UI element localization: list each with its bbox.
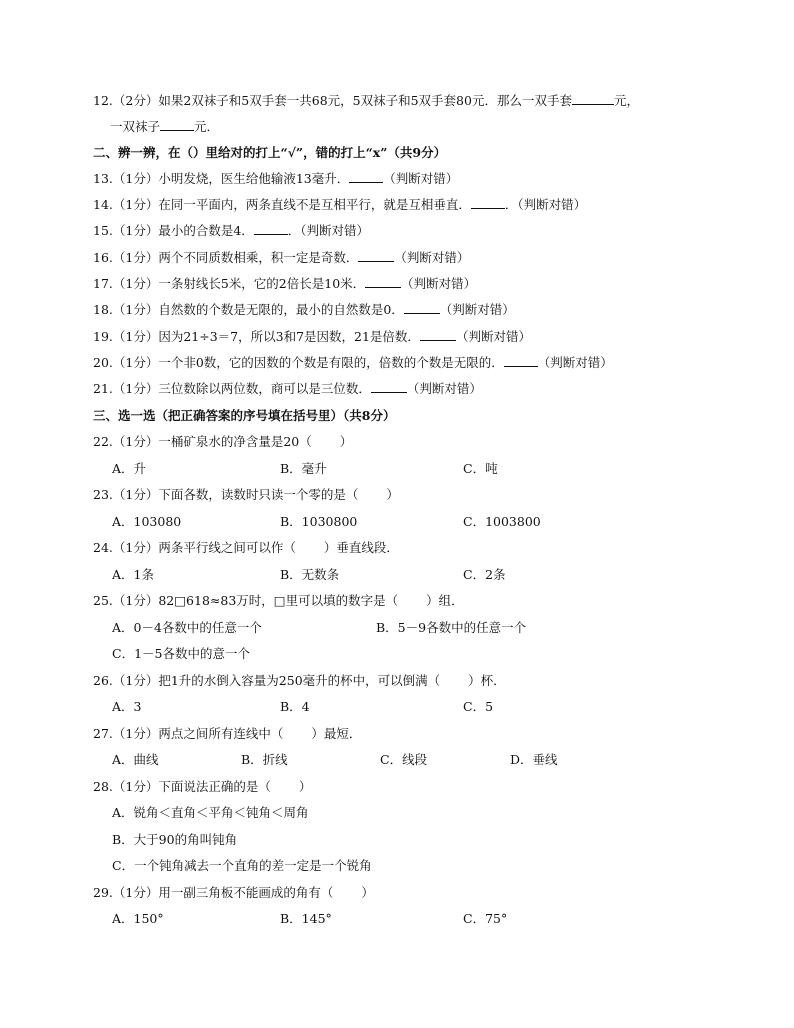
option-c[interactable]: C．75° [463, 911, 508, 926]
question-text: 29.（1分）用一副三角板不能画成的角有（ [93, 885, 334, 900]
question-25 [93, 592, 464, 610]
answer-blank[interactable] [358, 249, 394, 262]
section-2-title: 二、辨一辨，在（）里给对的打上“√”，错的打上“x”（共9分） [93, 145, 447, 160]
question-suffix: （判断对错） [401, 276, 477, 291]
question-text-end: ） [298, 779, 312, 794]
question-17 [93, 275, 476, 293]
option-b[interactable]: B．毫升 [280, 461, 327, 476]
option-c[interactable]: C．1－5各数中的意一个 [112, 646, 250, 661]
question-text: 22.（1分）一桶矿泉水的净含量是20（ [93, 434, 312, 449]
question-20 [93, 354, 613, 372]
option-b[interactable]: B．无数条 [280, 567, 340, 582]
question-23 [93, 486, 399, 504]
answer-blank[interactable] [504, 354, 538, 367]
question-21 [93, 380, 482, 398]
question-12-text-2: 一双袜子 [110, 119, 161, 134]
option-a[interactable]: A．升 [112, 461, 147, 476]
question-text: 13.（1分）小明发烧，医生给他输液13毫升． [93, 171, 350, 186]
question-12-text: 12.（2分）如果2双袜子和5双手套一共68元，5双袜子和5双手套80元．那么一双手套 [93, 93, 572, 108]
option-c[interactable]: C．吨 [463, 461, 498, 476]
question-suffix: （判断对错） [394, 250, 470, 265]
question-text-end: ） [339, 434, 353, 449]
question-12-line1 [93, 92, 639, 110]
question-text: 15.（1分）最小的合数是4． [93, 223, 254, 238]
answer-blank[interactable] [254, 222, 288, 235]
option-c[interactable]: C．5 [463, 699, 494, 714]
question-text: 20.（1分）一个非0数，它的因数的个数是有限的，倍数的个数是无限的． [93, 355, 504, 370]
question-text-end: ）最短． [311, 726, 362, 741]
option-b[interactable]: B．大于90的角叫钝角 [112, 832, 238, 847]
question-text: 27.（1分）两点之间所有连线中（ [93, 726, 284, 741]
question-26 [93, 672, 506, 690]
option-a[interactable]: A．1条 [112, 567, 154, 582]
question-suffix: （判断对错） [537, 355, 613, 370]
question-text-end: ） [386, 487, 399, 502]
question-12-unit: 元， [613, 93, 639, 108]
answer-blank[interactable] [365, 275, 401, 288]
option-a[interactable]: A．0－4各数中的任意一个 [112, 620, 262, 635]
option-b[interactable]: B．折线 [241, 752, 288, 767]
question-24 [93, 539, 399, 557]
question-28 [93, 778, 311, 796]
question-text: 25.（1分）82□618≈83万时，□里可以填的数字是（ [93, 593, 399, 608]
question-text: 17.（1分）一条射线长5米，它的2倍长是10米． [93, 276, 366, 291]
question-text-end: ）杯． [468, 673, 506, 688]
option-d[interactable]: D．垂线 [510, 752, 558, 767]
option-b[interactable]: B．5－9各数中的任意一个 [376, 620, 527, 635]
question-text-end: ） [361, 885, 374, 900]
question-suffix: （判断对错） [439, 302, 515, 317]
question-text: 26.（1分）把1升的水倒入容量为250毫升的杯中，可以倒满（ [93, 673, 441, 688]
question-16 [93, 249, 469, 267]
option-b[interactable]: B．4 [280, 699, 310, 714]
option-c[interactable]: C．1003800 [463, 514, 541, 529]
question-22 [93, 433, 352, 451]
option-c[interactable]: C．2条 [463, 567, 506, 582]
question-text: 14.（1分）在同一平面内，两条直线不是互相平行，就是互相垂直． [93, 197, 471, 212]
option-c[interactable]: C．线段 [380, 752, 428, 767]
answer-blank[interactable] [404, 301, 440, 314]
option-a[interactable]: A．3 [112, 699, 142, 714]
question-suffix: （判断对错） [383, 171, 459, 186]
question-29 [93, 884, 374, 902]
question-15 [93, 222, 369, 240]
question-suffix: （判断对错） [406, 381, 482, 396]
option-a[interactable]: A．曲线 [112, 752, 159, 767]
answer-blank[interactable] [371, 380, 407, 393]
question-text: 28.（1分）下面说法正确的是（ [93, 779, 271, 794]
question-text: 24.（1分）两条平行线之间可以作（ [93, 540, 296, 555]
option-b[interactable]: B．145° [280, 911, 332, 926]
question-text: 16.（1分）两个不同质数相乘，积一定是奇数． [93, 250, 359, 265]
question-text: 21.（1分）三位数除以两位数，商可以是三位数． [93, 381, 371, 396]
option-c[interactable]: C．一个钝角减去一个直角的差一定是一个锐角 [112, 858, 372, 873]
question-text-end: ）垂直线段． [323, 540, 399, 555]
option-a[interactable]: A．锐角＜直角＜平角＜钝角＜周角 [112, 805, 309, 820]
answer-blank[interactable] [471, 196, 505, 209]
question-19 [93, 328, 531, 346]
option-b[interactable]: B．1030800 [280, 514, 358, 529]
question-suffix: ．（判断对错） [504, 197, 587, 212]
question-text: 23.（1分）下面各数，读数时只读一个零的是（ [93, 487, 359, 502]
question-18 [93, 301, 515, 319]
question-12-unit-2: 元． [194, 119, 220, 134]
section-3-title: 三、选一选（把正确答案的序号填在括号里）（共8分） [93, 408, 396, 423]
question-13 [93, 170, 458, 188]
option-a[interactable]: A．150° [112, 911, 164, 926]
question-12-line2 [110, 118, 219, 136]
question-suffix: （判断对错） [455, 329, 531, 344]
question-text: 19.（1分）因为21÷3＝7，所以3和7是因数，21是倍数． [93, 329, 420, 344]
question-27 [93, 725, 361, 743]
question-suffix: ．（判断对错） [287, 223, 370, 238]
answer-blank[interactable] [572, 92, 614, 105]
option-a[interactable]: A．103080 [112, 514, 182, 529]
question-text-end: ）组． [426, 593, 464, 608]
answer-blank[interactable] [349, 170, 383, 183]
answer-blank[interactable] [420, 328, 456, 341]
answer-blank[interactable] [160, 118, 194, 131]
question-text: 18.（1分）自然数的个数是无限的，最小的自然数是0． [93, 302, 404, 317]
question-14 [93, 196, 586, 214]
